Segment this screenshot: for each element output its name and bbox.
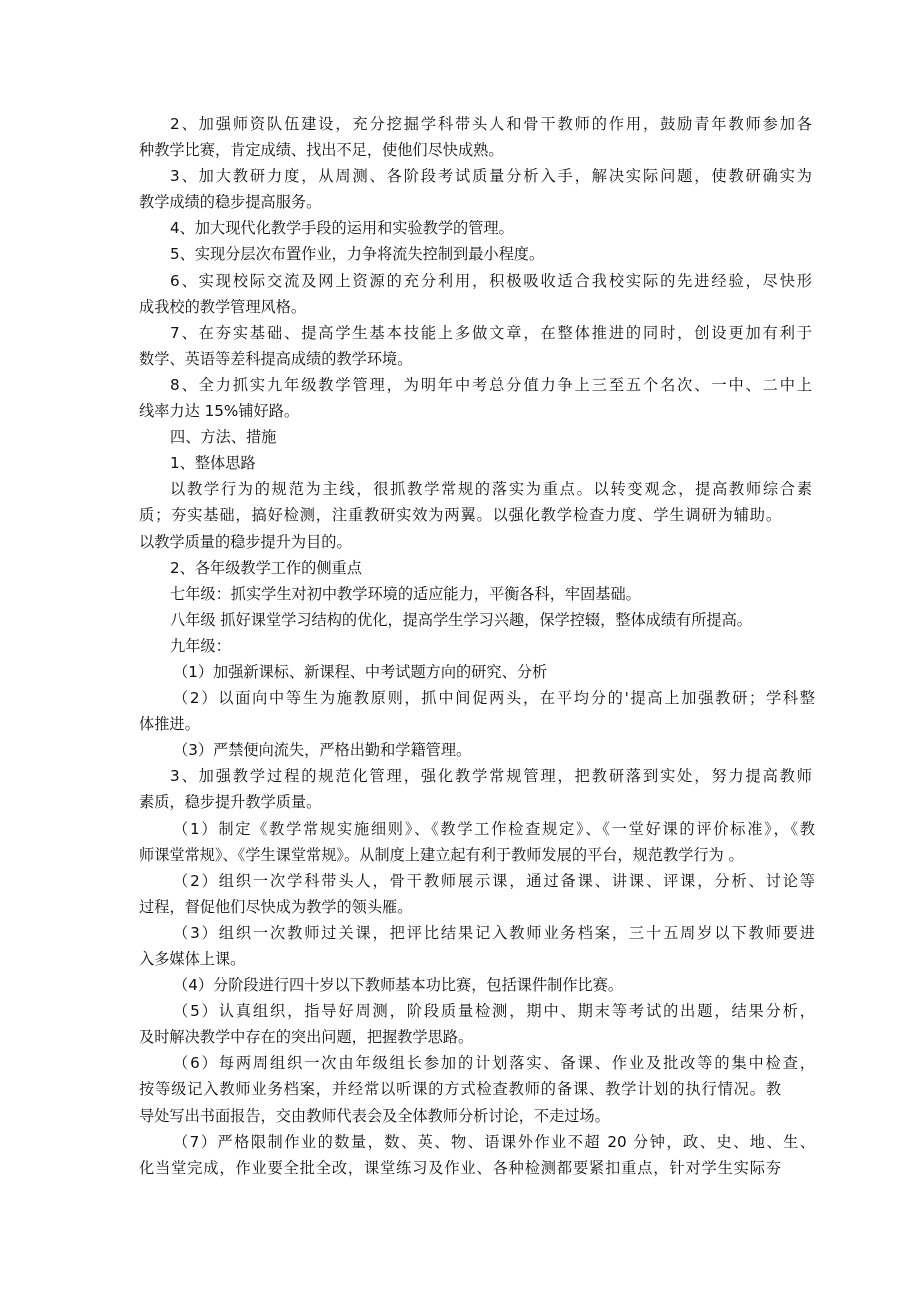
text-line: 八年级 抓好课堂学习结构的优化，提高学生学习兴趣，保学控辍，整体成绩有所提高。: [170, 610, 752, 629]
text-line: 数学、英语等差科提高成绩的教学环境。: [139, 349, 413, 368]
text-line: 七年级：抓实学生对初中教学环境的适应能力，平衡各科，牢固基础。: [170, 584, 641, 603]
text-line: （3）组织一次教师过关课，把评比结果记入教师业务档案，三十五周岁以下教师要进: [173, 923, 815, 942]
text-line: 6、实现校际交流及网上资源的充分利用，积极吸收适合我校实际的先进经验，尽快形: [170, 271, 812, 290]
text-line: 3、加强教学过程的规范化管理，强化教学常规管理，把教研落到实处，努力提高教师: [170, 767, 812, 786]
text-line: （6）每两周组织一次由年级组长参加的计划落实、备课、作业及批改等的集中检查，: [173, 1054, 815, 1073]
text-line: 成我校的教学管理风格。: [139, 297, 307, 316]
text-line: 过程，督促他们尽快成为教学的领头雁。: [139, 897, 413, 916]
text-line: 质；夯实基础，搞好检测，注重教研实效为两翼。以强化教学检查力度、学生调研为辅助。: [139, 506, 781, 525]
text-line: （2）组织一次学科带头人，骨干教师展示课，通过备课、讲课、评课，分析、讨论等: [173, 871, 815, 890]
text-line: （7）严格限制作业的数量，数、英、物、语课外作业不超 20 分钟，政、史、地、生、: [173, 1132, 815, 1151]
text-line: 3、加大教研力度，从周测、各阶段考试质量分析入手，解决实际问题，使教研确实为: [170, 167, 812, 186]
text-line: 化当堂完成，作业要全批全改，课堂练习及作业、各种检测都要紧扣重点，针对学生实际夯: [139, 1158, 781, 1177]
text-line: 2、加强师资队伍建设，充分挖掘学科带头人和骨干教师的作用，鼓励青年教师参加各: [170, 115, 812, 133]
text-line: 素质，稳步提升教学质量。: [139, 793, 322, 812]
text-line: 入多媒体上课。: [139, 950, 246, 968]
text-line: 种教学比赛，肯定成绩、找出不足，使他们尽快成熟。: [139, 141, 504, 160]
text-line: 四、方法、措施: [170, 428, 277, 447]
text-line: （3）严禁便向流失，严格出勤和学籍管理。: [173, 741, 472, 760]
text-line: 师课堂常规》、《学生课堂常规》。从制度上建立起有利于教师发展的平台，规范教学行为 。: [139, 845, 744, 864]
text-line: 2、各年级教学工作的侧重点: [170, 558, 362, 577]
text-line: （5）认真组织，指导好周测，阶段质量检测，期中、期末等考试的出题，结果分析，: [173, 1002, 815, 1021]
text-line: （1）制定《教学常规实施细则》、《教学工作检查规定》、《一堂好课的评价标准》，《教: [173, 819, 815, 838]
text-line: 以教学行为的规范为主线，很抓教学常规的落实为重点。以转变观念，提高教师综合素: [170, 480, 812, 499]
text-line: 按等级记入教师业务档案，并经常以听课的方式检查教师的备课、教学计划的执行情况。教: [139, 1080, 781, 1099]
text-line: （1）加强新课标、新课程、中考试题方向的研究、分析: [173, 662, 548, 681]
text-line: （2）以面向中等生为施教原则，抓中间促两头，在平均分的'提高上加强教研；学科整: [173, 689, 815, 708]
text-line: 教学成绩的稳步提高服务。: [139, 193, 322, 212]
text-line: 1、整体思路: [170, 454, 256, 473]
text-line: 及时解决教学中存在的突出问题，把握教学思路。: [139, 1028, 474, 1047]
text-line: 5、实现分层次布置作业，力争将流失控制到最小程度。: [170, 245, 545, 264]
document-body: [139, 111, 815, 1181]
text-line: （4）分阶段进行四十岁以下教师基本功比赛，包括课件制作比赛。: [173, 976, 624, 995]
text-line: 导处写出书面报告，交由教师代表会及全体教师分析讨论，不走过场。: [139, 1106, 610, 1125]
text-line: 4、加大现代化教学手段的运用和实验教学的管理。: [170, 219, 514, 238]
text-line: 体推进。: [139, 715, 200, 734]
text-line: 线率力达 15%铺好路。: [139, 402, 300, 421]
text-line: 7、在夯实基础、提高学生基本技能上多做文章，在整体推进的同时，创设更加有利于: [170, 323, 812, 342]
text-line: 九年级：: [170, 636, 231, 655]
text-line: 以教学质量的稳步提升为目的。: [139, 532, 352, 551]
text-line: 8、全力抓实九年级教学管理，为明年中考总分值力争上三至五个名次、一中、二中上: [170, 375, 812, 394]
